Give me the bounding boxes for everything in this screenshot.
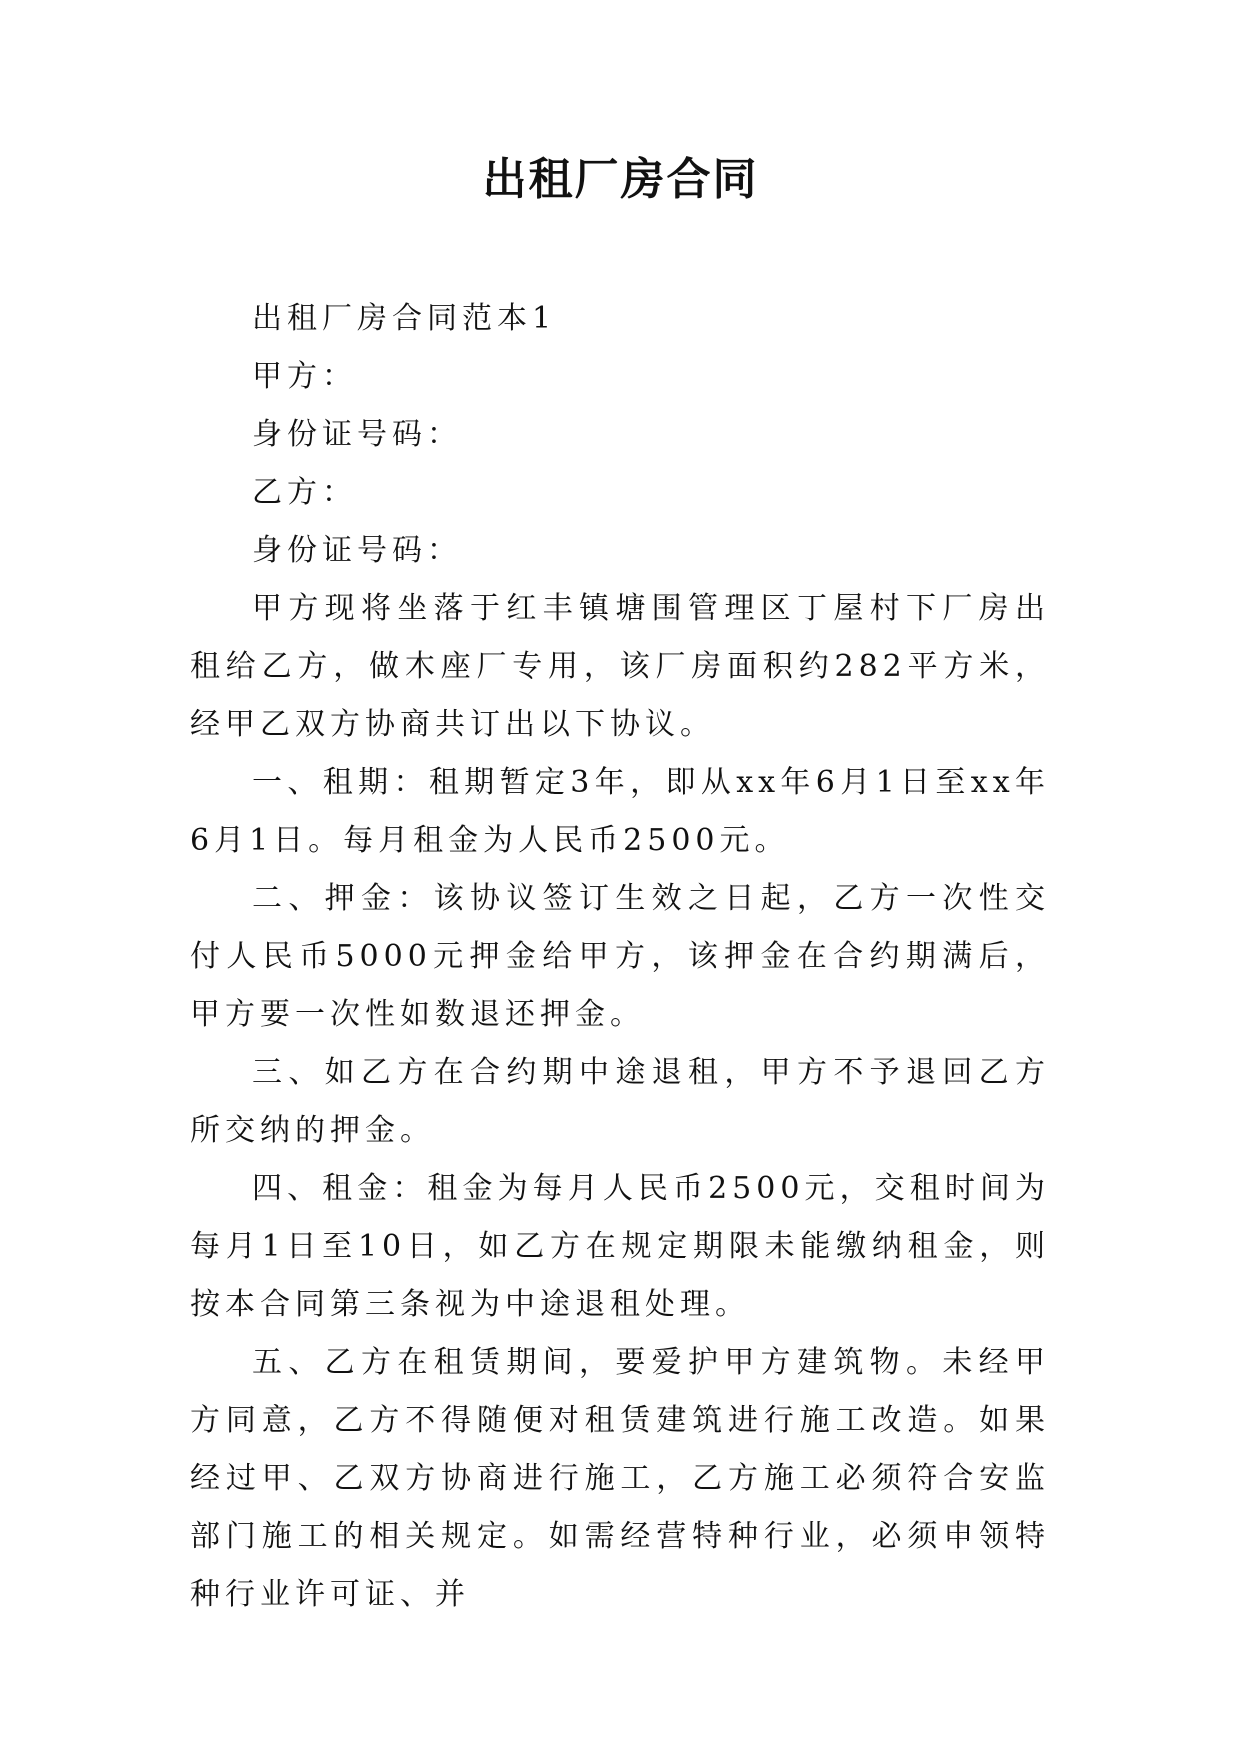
- paragraph-clause-2-deposit: 二、押金：该协议签订生效之日起，乙方一次性交付人民币5000元押金给甲方，该押金在合约期满后，甲方要一次性如数退还押金。: [190, 881, 1050, 1032]
- paragraph-clause-1-term: 一、租期：租期暂定3年，即从xx年6月1日至xx年6月1日。每月租金为人民币2500元。: [190, 765, 1050, 858]
- paragraph-clause-4-rent: 四、租金：租金为每月人民币2500元，交租时间为每月1日至10日，如乙方在规定期限未能缴纳租金，则按本合同第三条视为中途退租处理。: [190, 1171, 1050, 1322]
- paragraph-template-heading: 出租厂房合同范本1: [252, 301, 557, 336]
- paragraph-clause-3-early-termination: 三、如乙方在合约期中途退租，甲方不予退回乙方所交纳的押金。: [190, 1055, 1050, 1148]
- paragraph-party-a-id: 身份证号码：: [252, 417, 462, 452]
- document-title: 出租厂房合同: [482, 154, 759, 205]
- paragraph-party-b: 乙方：: [252, 475, 357, 510]
- paragraph-party-b-id: 身份证号码：: [252, 533, 462, 568]
- paragraph-party-a: 甲方：: [252, 359, 357, 394]
- paragraph-intro: 甲方现将坐落于红丰镇塘围管理区丁屋村下厂房出租给乙方，做木座厂专用，该厂房面积约282平方米，经甲乙双方协商共订出以下协议。: [190, 591, 1050, 742]
- paragraph-clause-5-building: 五、乙方在租赁期间，要爱护甲方建筑物。未经甲方同意，乙方不得随便对租赁建筑进行施工改造。如果经过甲、乙双方协商进行施工，乙方施工必须符合安监部门施工的相关规定。如需经营特种行业，必须申领特种行业许可证、并: [190, 1345, 1050, 1612]
- document-body: [190, 290, 1050, 1624]
